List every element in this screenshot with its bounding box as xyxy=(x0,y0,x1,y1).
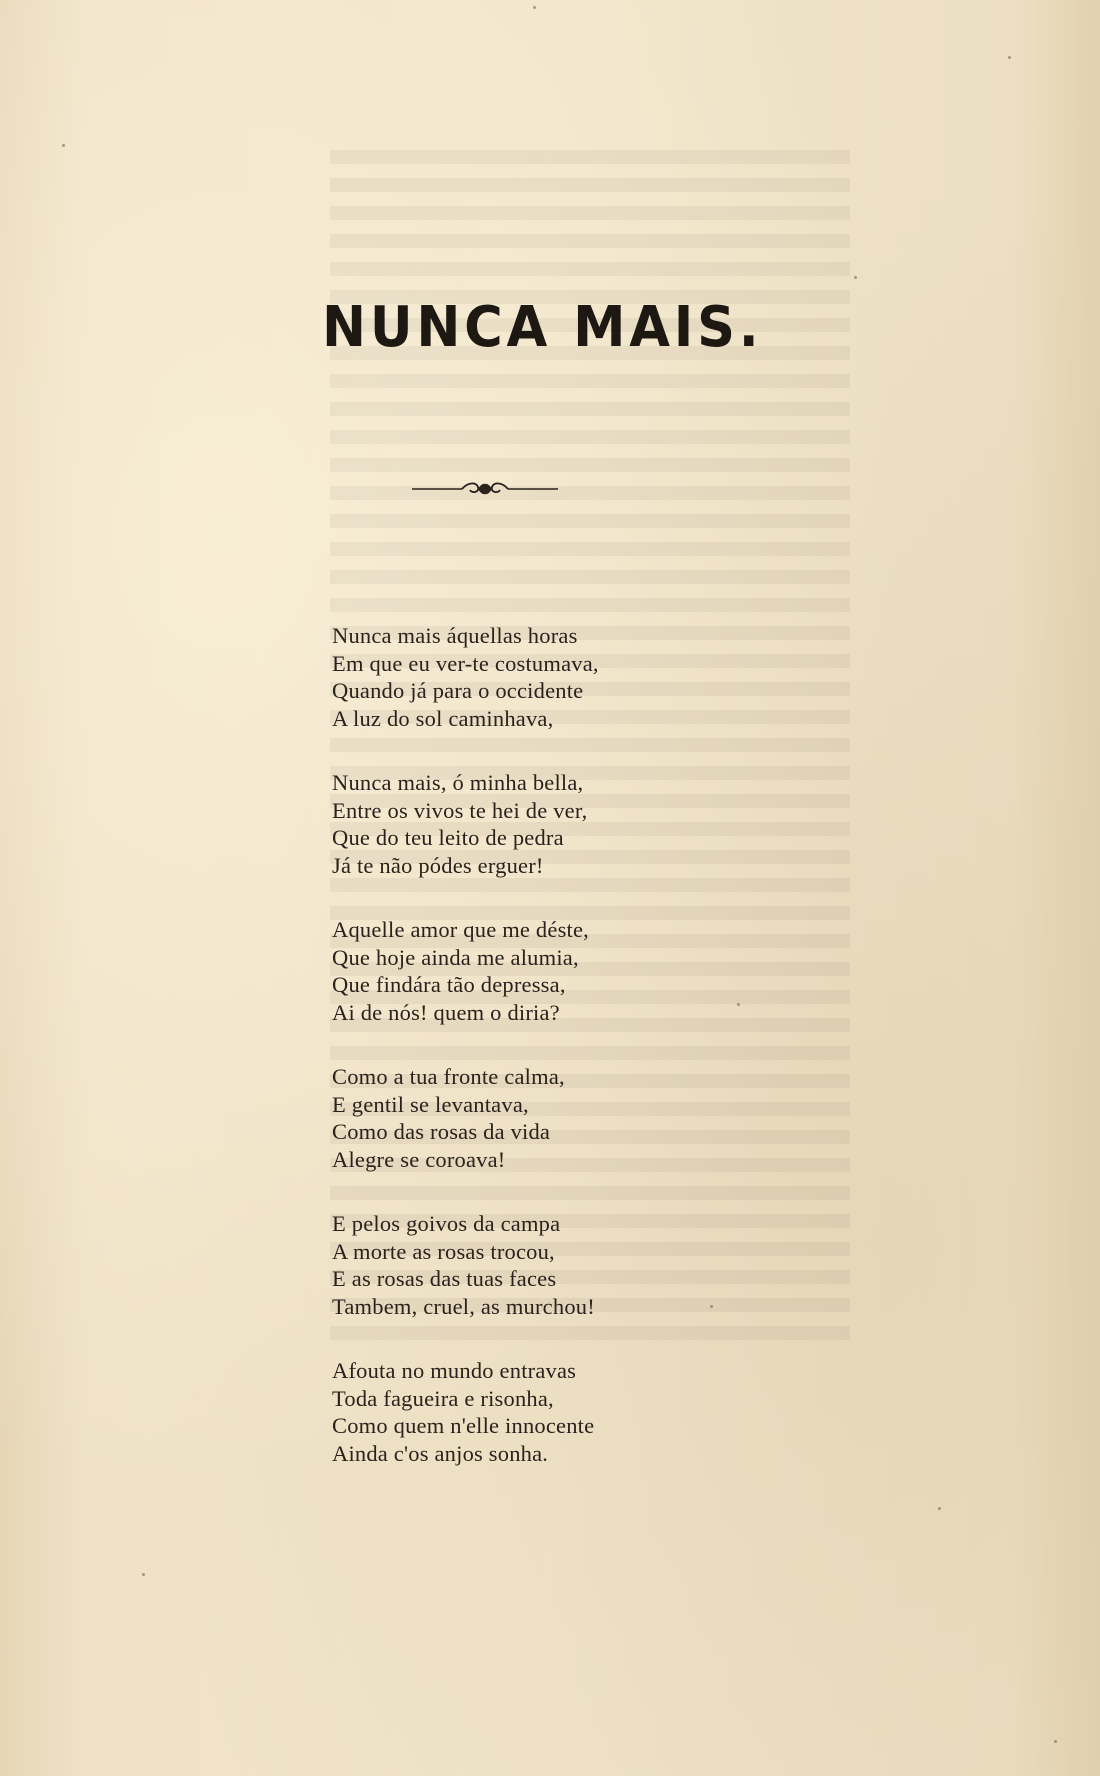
stanza xyxy=(332,916,732,1026)
stanza xyxy=(332,622,732,732)
verse-line: Aquelle amor que me déste, xyxy=(332,917,589,942)
paper-speck xyxy=(1008,56,1011,59)
poem-body xyxy=(332,622,732,1504)
paper-speck xyxy=(938,1507,941,1510)
verse-line: A morte as rosas trocou, xyxy=(332,1238,555,1264)
verse-line: Ainda c'os anjos sonha. xyxy=(332,1440,549,1466)
paper-speck xyxy=(854,276,857,279)
verse-line: E as rosas das tuas faces xyxy=(332,1266,557,1291)
verse-line: Como quem n'elle innocente xyxy=(332,1413,595,1438)
paper-speck xyxy=(142,1573,145,1576)
verse-line: Que hoje ainda me alumia, xyxy=(332,944,579,970)
verse-line: Como a tua fronte calma, xyxy=(332,1064,565,1089)
verse-line: Toda fagueira e risonha, xyxy=(332,1385,554,1411)
verse-line: Em que eu ver-te costumava, xyxy=(332,650,599,676)
verse-line: E gentil se levantava, xyxy=(332,1091,529,1117)
verse-line: Alegre se coroava! xyxy=(332,1146,506,1172)
paper-speck xyxy=(62,144,65,147)
scroll-ornament-icon xyxy=(412,478,558,500)
verse-line: Já te não pódes erguer! xyxy=(332,852,544,878)
poem-title: NUNCA MAIS. xyxy=(322,295,763,360)
verse-line: Nunca mais áquellas horas xyxy=(332,623,578,648)
verse-line: Como das rosas da vida xyxy=(332,1119,551,1144)
paper-speck xyxy=(533,6,536,9)
stanza xyxy=(332,1063,732,1173)
verse-line: Ai de nós! quem o diria? xyxy=(332,999,560,1025)
verse-line: Que do teu leito de pedra xyxy=(332,825,564,850)
verse-line: Nunca mais, ó minha bella, xyxy=(332,770,584,795)
verse-line: Que findára tão depressa, xyxy=(332,972,566,997)
paper-speck xyxy=(737,1003,740,1006)
verse-line: Tambem, cruel, as murchou! xyxy=(332,1293,595,1319)
stanza xyxy=(332,1210,732,1320)
verse-line: E pelos goivos da campa xyxy=(332,1211,561,1236)
verse-line: Quando já para o occidente xyxy=(332,678,584,703)
verse-line: Entre os vivos te hei de ver, xyxy=(332,797,588,823)
verse-line: A luz do sol caminhava, xyxy=(332,705,554,731)
stanza xyxy=(332,1357,732,1467)
stanza xyxy=(332,769,732,879)
verse-line: Afouta no mundo entravas xyxy=(332,1358,577,1383)
paper-speck xyxy=(1054,1740,1057,1743)
